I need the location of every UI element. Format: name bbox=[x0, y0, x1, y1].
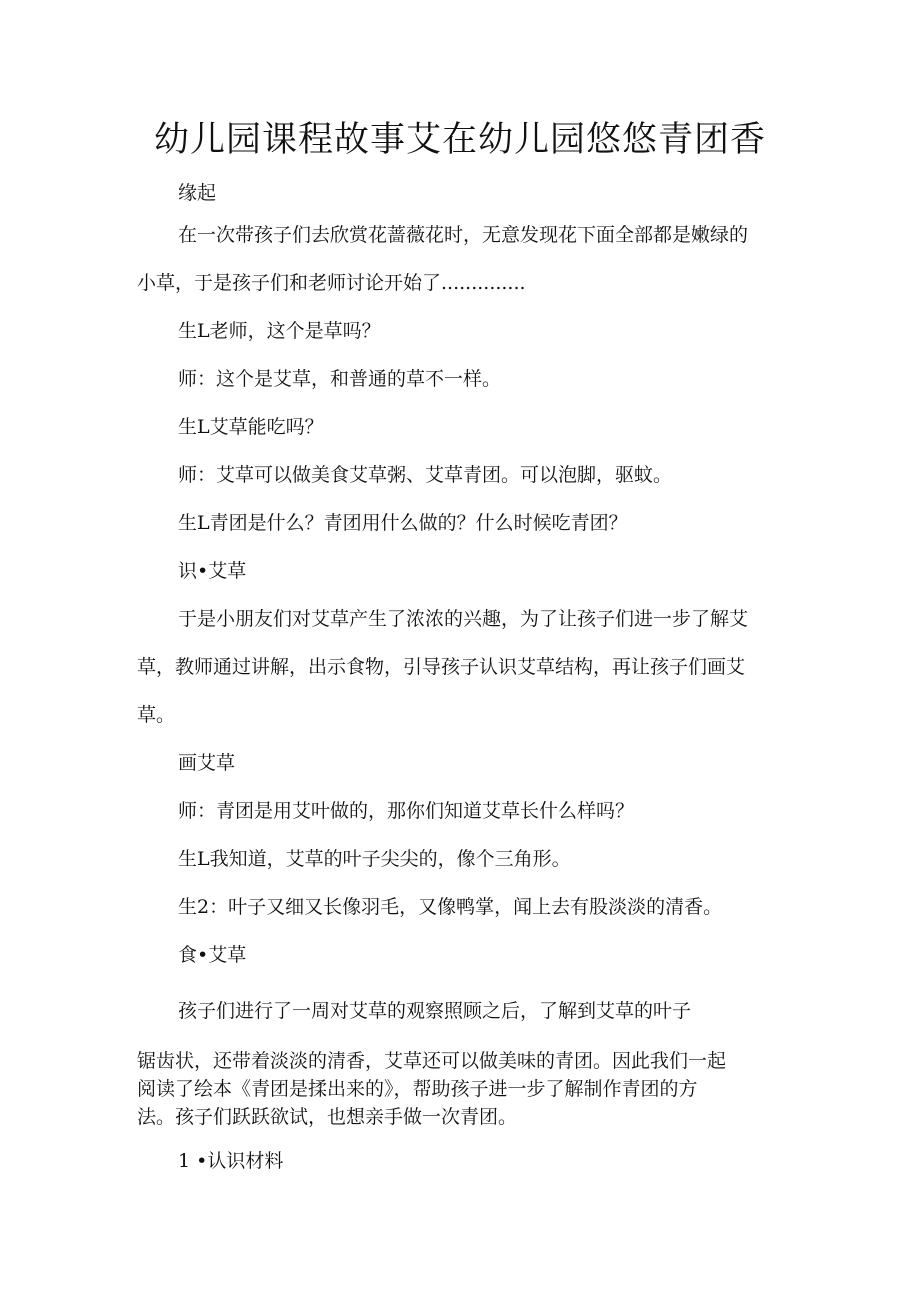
list-item-heading: 1 •认识材料 bbox=[178, 1150, 284, 1172]
paragraph-line: 小草，于是孩子们和老师讨论开始了.............. bbox=[137, 272, 526, 294]
section-heading-origin: 缘起 bbox=[178, 182, 217, 204]
paragraph-line: 草，教师通过讲解，出示食物，引导孩子认识艾草结构，再让孩子们画艾 bbox=[137, 656, 746, 678]
dialogue-line: 师：青团是用艾叶做的，那你们知道艾草长什么样吗？ bbox=[178, 800, 635, 822]
paragraph-line: 锯齿状，还带着淡淡的清香，艾草还可以做美味的青团。因此我们一起 bbox=[137, 1050, 727, 1072]
paragraph-line: 草。 bbox=[137, 704, 176, 726]
paragraph-line: 法。孩子们跃跃欲试，也想亲手做一次青团。 bbox=[137, 1106, 518, 1128]
dialogue-line: 生2：叶子又细又长像羽毛，又像鸭掌，闻上去有股淡淡的清香。 bbox=[178, 896, 723, 918]
paragraph-line: 于是小朋友们对艾草产生了浓浓的兴趣，为了让孩子们进一步了解艾 bbox=[178, 608, 749, 630]
paragraph-line: 在一次带孩子们去欣赏花蔷薇花时，无意发现花下面全部都是嫩绿的 bbox=[178, 224, 749, 246]
section-heading-know-aicao: 识•艾草 bbox=[178, 560, 247, 582]
dialogue-line: 师：这个是艾草，和普通的草不一样。 bbox=[178, 368, 502, 390]
paragraph-line: 阅读了绘本《青团是揉出来的》，帮助孩子进一步了解制作青团的方 bbox=[137, 1078, 698, 1100]
section-heading-draw-aicao: 画艾草 bbox=[178, 752, 236, 774]
dialogue-line: 生L艾草能吃吗？ bbox=[178, 416, 324, 438]
dialogue-line: 生L青团是什么？青团用什么做的？什么时候吃青团？ bbox=[178, 512, 628, 534]
dialogue-line: 生L我知道，艾草的叶子尖尖的，像个三角形。 bbox=[178, 848, 571, 870]
dialogue-line: 师：艾草可以做美食艾草粥、艾草青团。可以泡脚，驱蚊。 bbox=[178, 464, 673, 486]
section-heading-eat-aicao: 食•艾草 bbox=[178, 944, 247, 966]
document-title: 幼儿园课程故事艾在幼儿园悠悠青团香 bbox=[153, 120, 766, 160]
paragraph-line: 孩子们进行了一周对艾草的观察照顾之后，了解到艾草的叶子 bbox=[178, 1000, 692, 1022]
dialogue-line: 生L老师，这个是草吗？ bbox=[178, 320, 381, 342]
